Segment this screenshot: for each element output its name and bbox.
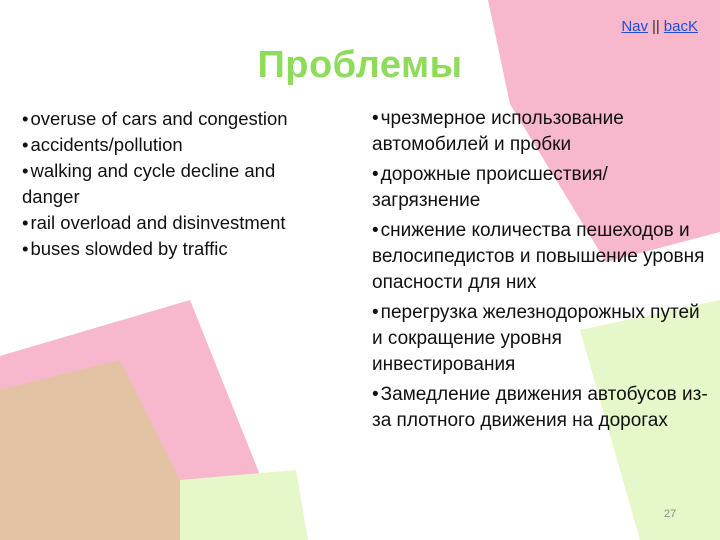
page-number: 27 [664,508,677,520]
back-link[interactable]: bacK [663,18,698,35]
list-item: • walking and cycle decline and danger [22,160,276,207]
list-item: • buses slowded by traffic [22,238,228,259]
english-list [22,106,332,262]
russian-list [372,106,708,438]
list-item: • rail overload and disinvestment [22,212,286,233]
nav-link[interactable]: Nav [621,18,648,35]
navigation-links [621,18,698,35]
slide-title: Проблемы [257,44,463,86]
list-item: • чрезмерное использование автомобилей и пробки [372,108,624,155]
list-item: • перегрузка железнодорожных путей и сокращение уровня инвестирования [372,302,700,375]
nav-separator: || [652,18,660,35]
green-square-bottom-left [180,470,308,540]
list-item: • дорожные происшествия/загрязнение [372,164,608,211]
list-item: • Замедление движения автобусов из-за плотного движения на дорогах [372,384,708,431]
list-item: • снижение количества пешеходов и велосипедистов и повышение уровня опасности для них [372,220,705,293]
list-item: • accidents/pollution [22,134,183,155]
list-item: • overuse of cars and congestion [22,108,288,129]
